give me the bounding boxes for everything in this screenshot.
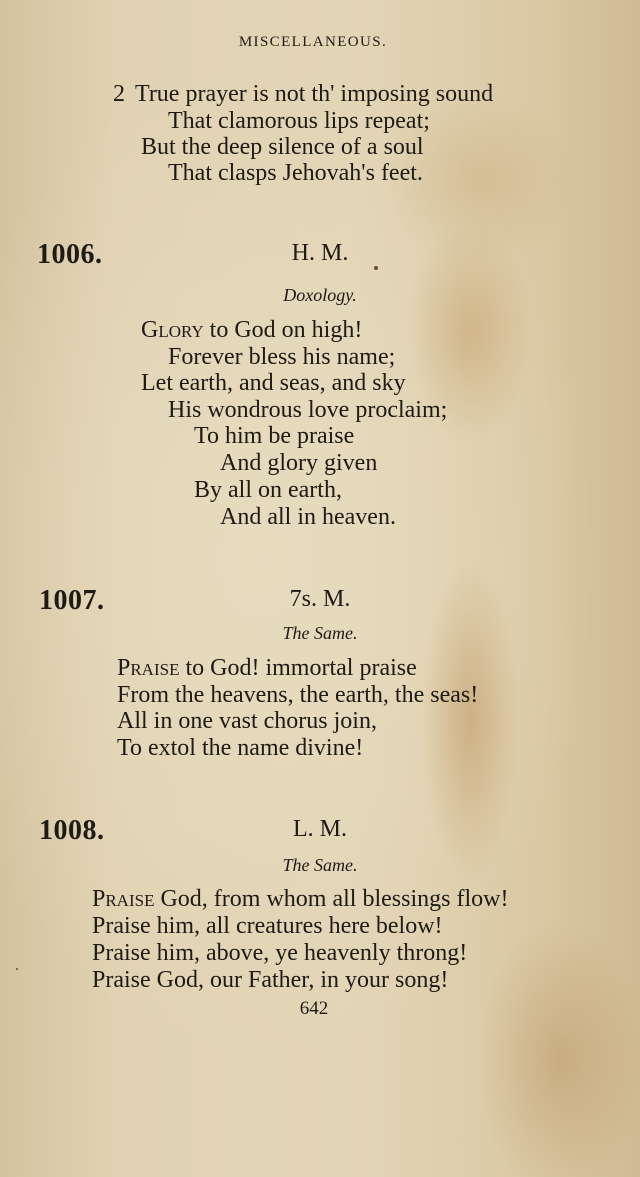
ink-speck — [16, 968, 18, 970]
hymn-number: 1006. — [37, 239, 103, 270]
hymn-line: To him be praise — [194, 423, 355, 449]
hymn-line: By all on earth, — [194, 477, 342, 503]
stanza-number: 2 — [113, 81, 125, 107]
hymn-line: Let earth, and seas, and sky — [141, 370, 406, 396]
stanza-line-text: True prayer is not th' imposing sound — [135, 81, 494, 107]
hymn-subtitle: The Same. — [282, 623, 358, 643]
hymn-subtitle: Doxology. — [283, 285, 357, 305]
hymn-line-text: God, from whom all blessings flow! — [154, 886, 509, 912]
stanza-line — [113, 81, 493, 108]
stanza-line: That clamorous lips repeat; — [168, 108, 430, 134]
hymn-first-word: Praise — [117, 655, 180, 681]
hymn-line: To extol the name divine! — [117, 735, 364, 761]
hymn-number: 1008. — [39, 815, 105, 846]
page-number: 642 — [299, 998, 329, 1019]
hymn-line — [92, 886, 508, 913]
hymn-meter: 7s. M. — [289, 586, 351, 612]
hymn-line: Forever bless his name; — [168, 344, 396, 370]
hymn-number: 1007. — [39, 585, 105, 616]
hymn-line: And glory given — [220, 450, 378, 476]
hymn-line: And all in heaven. — [220, 504, 396, 530]
hymn-first-word: Praise — [92, 886, 155, 912]
hymn-first-word: Glory — [141, 317, 204, 343]
hymn-line — [117, 655, 417, 682]
hymn-line: Praise him, above, ye heavenly throng! — [92, 940, 468, 966]
hymn-line: Praise God, our Father, in your song! — [92, 967, 449, 993]
hymn-line — [141, 317, 362, 344]
running-head: MISCELLANEOUS. — [238, 34, 388, 50]
hymn-meter: L. M. — [293, 816, 347, 842]
hymn-line-text: to God! immortal praise — [179, 655, 417, 681]
ink-speck — [374, 266, 378, 270]
stanza-line: That clasps Jehovah's feet. — [168, 160, 423, 186]
stanza-line: But the deep silence of a soul — [141, 134, 424, 160]
hymn-line: Praise him, all creatures here below! — [92, 913, 443, 939]
hymn-subtitle: The Same. — [282, 855, 358, 875]
hymn-line-text: to God on high! — [203, 317, 363, 343]
hymn-line: His wondrous love proclaim; — [168, 397, 448, 423]
hymn-line: All in one vast chorus join, — [117, 708, 377, 734]
hymn-line: From the heavens, the earth, the seas! — [117, 682, 479, 708]
hymn-meter: H. M. — [291, 240, 349, 266]
